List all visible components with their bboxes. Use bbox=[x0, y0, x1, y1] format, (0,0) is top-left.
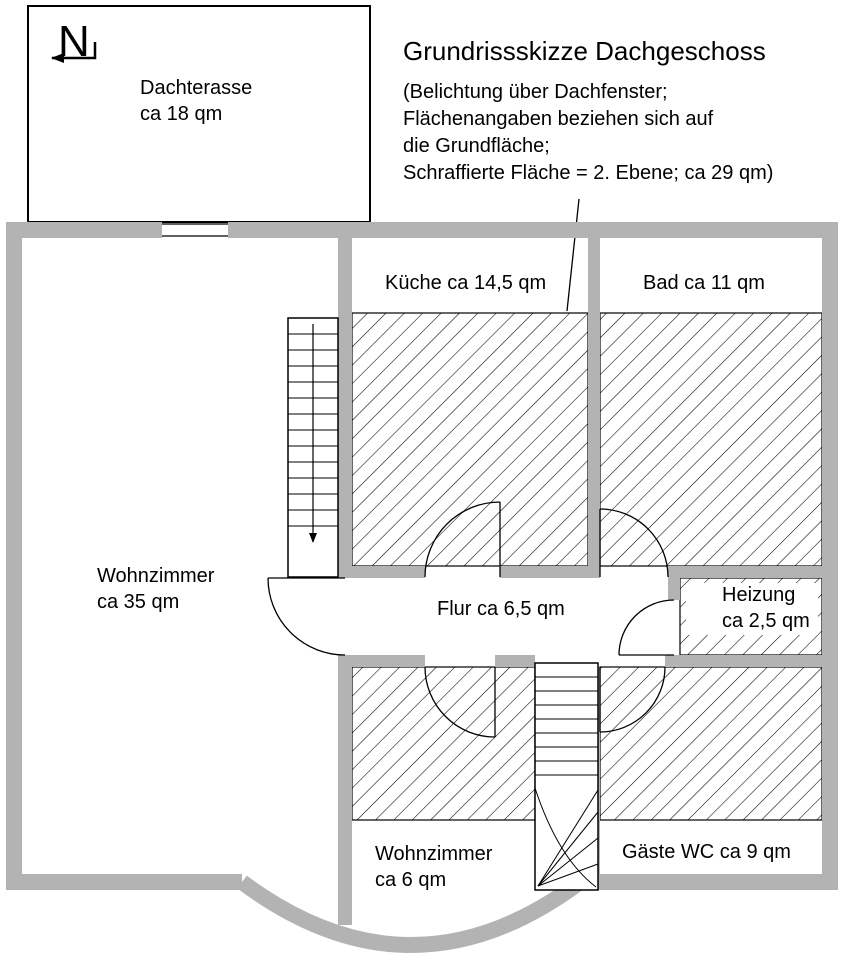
room-kueche-hatch bbox=[352, 313, 588, 566]
wall-kueche-bad-foot bbox=[588, 566, 600, 578]
dachterasse-area: ca 18 qm bbox=[140, 103, 223, 125]
staircase-winder bbox=[535, 663, 598, 890]
heizung-area: ca 2,5 qm bbox=[722, 610, 810, 632]
wall-wohnzimmer-lower bbox=[338, 655, 352, 925]
dachterasse-label: Dachterasse bbox=[140, 77, 253, 99]
wohnzimmer-klein-area: ca 6 qm bbox=[375, 869, 447, 891]
wohnzimmer-klein-label: Wohnzimmer bbox=[375, 843, 493, 865]
wall-flur-bottom-a bbox=[352, 655, 425, 667]
page-title: Grundrissskizze Dachgeschoss bbox=[403, 36, 766, 66]
wall-kueche-bad bbox=[588, 238, 600, 566]
wohnzimmer-gross-area: ca 35 qm bbox=[97, 591, 180, 613]
wall-right bbox=[822, 222, 838, 890]
room-wohnzimmer-klein-hatch bbox=[352, 667, 535, 820]
room-bad-hatch bbox=[600, 313, 822, 566]
wall-flur-bottom-b bbox=[495, 655, 535, 667]
note-line-1: (Belichtung über Dachfenster; bbox=[403, 81, 668, 103]
wall-wohnzimmer-upper bbox=[338, 238, 352, 578]
wall-bottom-left bbox=[6, 874, 242, 890]
flur-label: Flur ca 6,5 qm bbox=[437, 598, 565, 620]
wall-flur-top-a bbox=[352, 566, 425, 578]
wall-heizung-stub bbox=[668, 578, 680, 600]
staircase-straight bbox=[288, 318, 338, 577]
north-arrow bbox=[52, 17, 95, 66]
kueche-label: Küche ca 14,5 qm bbox=[385, 272, 547, 294]
heizung-label: Heizung bbox=[722, 584, 796, 606]
wall-flur-top-b bbox=[500, 566, 588, 578]
wall-left bbox=[6, 222, 22, 890]
gaeste-wc-label: Gäste WC ca 9 qm bbox=[622, 841, 791, 863]
wall-top-left bbox=[6, 222, 162, 238]
note-line-4: Schraffierte Fläche = 2. Ebene; ca 29 qm) bbox=[403, 162, 774, 184]
wall-flur-bottom-c bbox=[665, 655, 822, 667]
wall-bottom-right bbox=[580, 874, 838, 890]
wohnzimmer-gross-label: Wohnzimmer bbox=[97, 565, 215, 587]
wall-flur-top-c bbox=[668, 566, 822, 578]
room-gaeste-wc-hatch bbox=[600, 667, 822, 820]
note-line-3: die Grundfläche; bbox=[403, 135, 550, 157]
bad-label: Bad ca 11 qm bbox=[643, 272, 765, 294]
note-line-2: Flächenangaben beziehen sich auf bbox=[403, 108, 714, 130]
north-label: N bbox=[58, 17, 90, 66]
wall-top-right bbox=[228, 222, 838, 238]
